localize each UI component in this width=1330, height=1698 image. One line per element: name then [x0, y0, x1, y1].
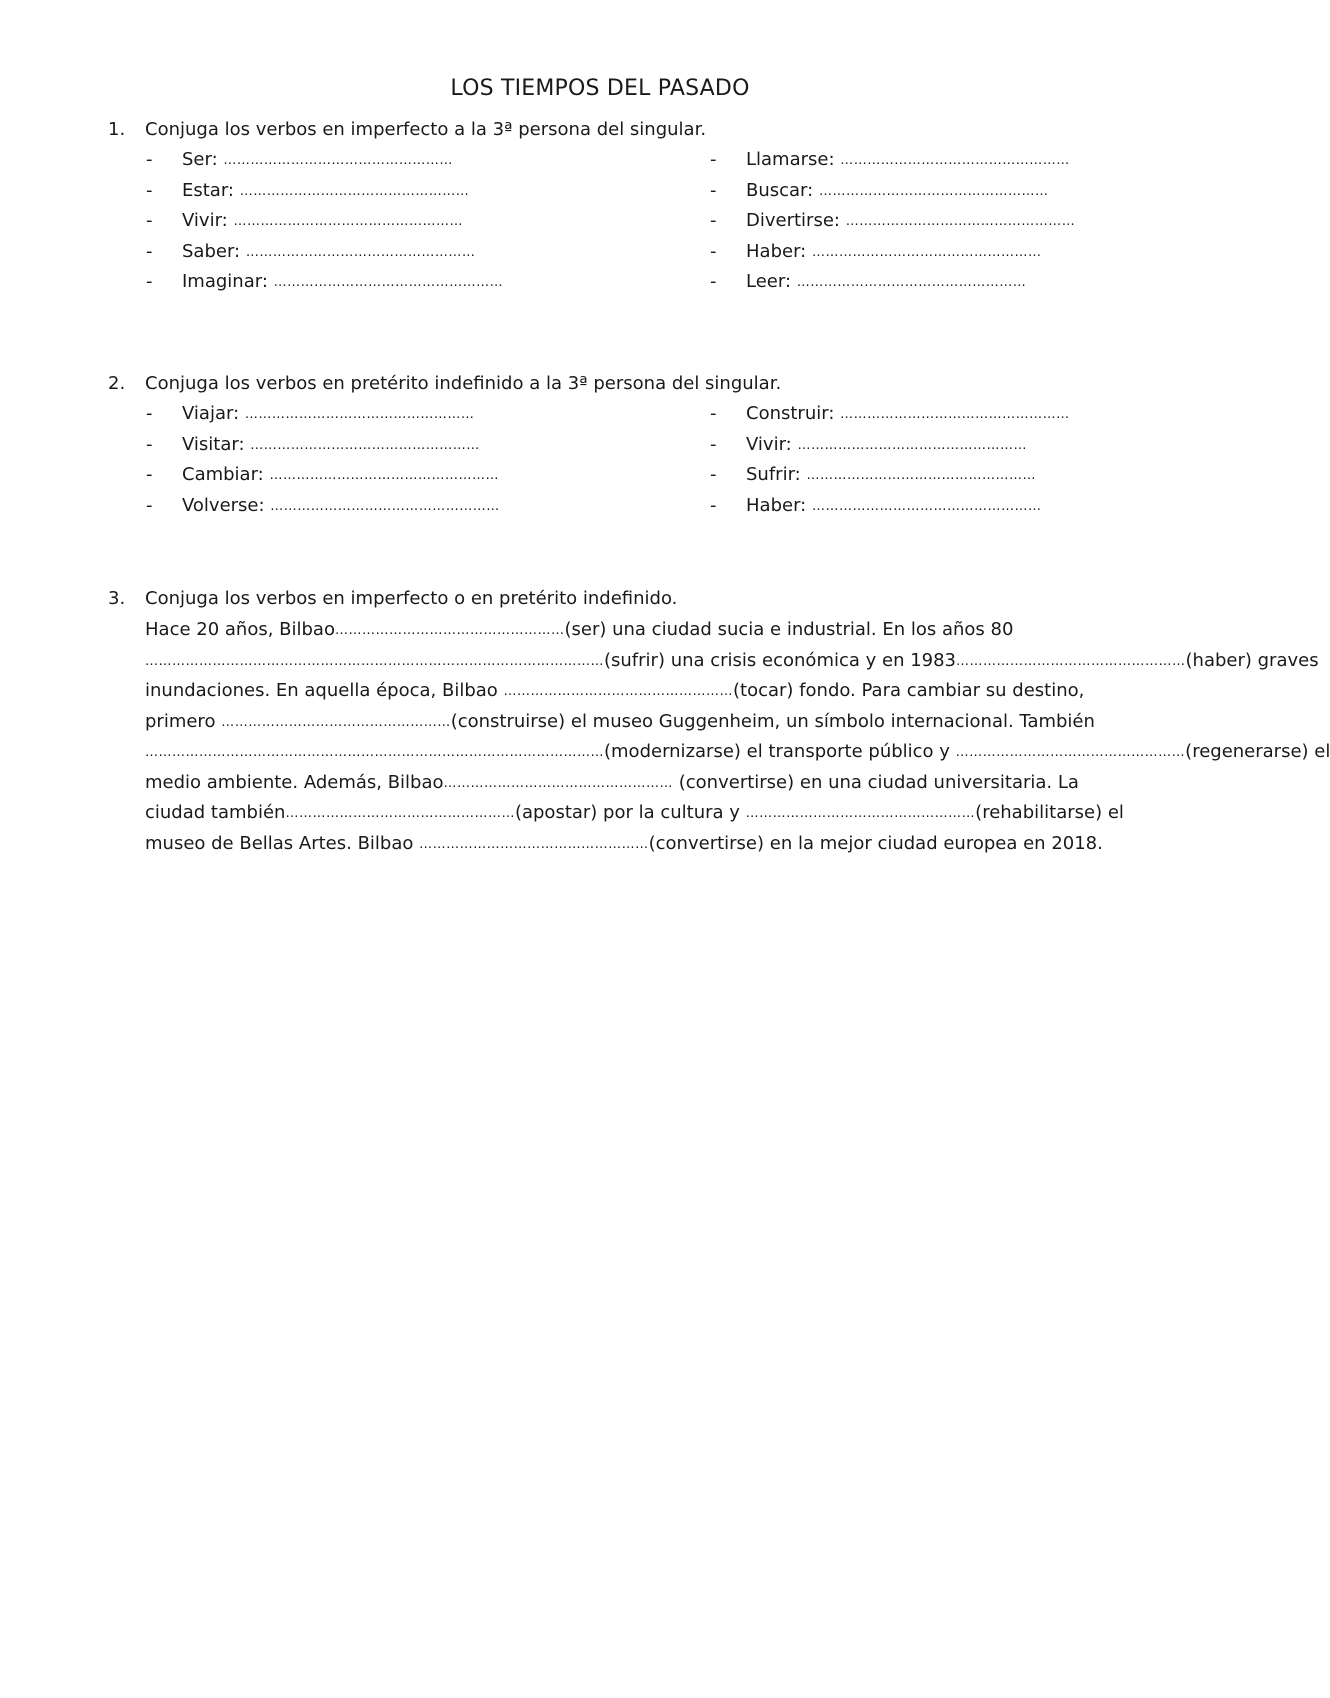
answer-blank[interactable]: ……………………………………………: [244, 407, 475, 422]
paragraph-line: [145, 707, 1125, 738]
answer-blank[interactable]: ……………………………………………: [956, 653, 1186, 669]
answer-blank[interactable]: ……………………………………………: [273, 275, 504, 290]
answer-blank[interactable]: ……………………………………………: [334, 623, 565, 638]
verb-row: [0, 460, 1200, 491]
exercise-number: 3.: [108, 588, 126, 609]
paragraph-line: [145, 615, 1125, 646]
verb-label: [746, 267, 1026, 299]
paragraph-line: [145, 768, 1125, 799]
list-dash: -: [710, 494, 717, 516]
list-dash: -: [146, 464, 153, 485]
answer-blank[interactable]: ……………………………………………: [145, 653, 375, 669]
list-dash: -: [710, 403, 717, 424]
list-dash: -: [710, 179, 717, 201]
verb-row: [0, 237, 1200, 268]
verb-name: Viajar:: [182, 403, 245, 424]
verb-label: [746, 460, 1036, 492]
answer-blank[interactable]: ……………………………………………: [811, 244, 1042, 260]
answer-blank[interactable]: ……………………………………………: [955, 745, 1186, 760]
paragraph-text: (sufrir) una crisis económica y en 1983: [604, 649, 957, 671]
paragraph-line: [145, 829, 1125, 860]
answer-blank[interactable]: ……………………………………………: [245, 244, 476, 260]
list-dash: -: [146, 433, 153, 455]
paragraph-line: [145, 798, 1125, 829]
answer-blank[interactable]: ……………………………………………: [745, 806, 976, 821]
answer-blank[interactable]: ……………………………………………: [374, 745, 604, 760]
verb-name: Leer:: [746, 271, 797, 292]
verb-label: [182, 206, 463, 238]
paragraph-text: museo de Bellas Artes. Bilbao: [145, 832, 420, 854]
verb-label: [182, 460, 499, 492]
answer-blank[interactable]: ……………………………………………: [250, 437, 480, 453]
answer-blank[interactable]: ……………………………………………: [419, 836, 649, 852]
list-dash: -: [146, 179, 153, 201]
paragraph-text: (convertirse) en la mejor ciudad europea en 2018.: [648, 832, 1103, 854]
verb-name: Visitar:: [182, 433, 251, 455]
answer-blank[interactable]: ……………………………………………: [145, 745, 375, 760]
verb-name: Ser:: [182, 149, 224, 170]
answer-blank[interactable]: ……………………………………………: [239, 183, 470, 199]
list-dash: -: [710, 240, 717, 262]
paragraph-text: (apostar) por la cultura y: [514, 802, 746, 823]
verb-row: [0, 176, 1200, 207]
fill-in-paragraph: [145, 615, 1330, 859]
verb-label: [746, 430, 1027, 462]
verb-label: [746, 237, 1041, 269]
verb-row: [0, 206, 1200, 237]
verb-row: [0, 491, 1200, 522]
verb-label: [182, 491, 500, 523]
list-dash: -: [710, 210, 717, 231]
list-dash: -: [146, 240, 153, 262]
verb-name: Estar:: [182, 179, 240, 201]
list-dash: -: [146, 403, 153, 424]
verb-label: [182, 399, 474, 431]
exercise-2: [0, 369, 1200, 521]
verb-name: Saber:: [182, 240, 246, 262]
answer-blank[interactable]: ……………………………………………: [806, 468, 1036, 483]
exercise-number: 1.: [108, 119, 126, 140]
answer-blank[interactable]: ……………………………………………: [811, 498, 1042, 514]
verb-row: [0, 399, 1200, 430]
exercise-instruction: Conjuga los verbos en pretérito indefinido a la 3ª persona del singular.: [145, 373, 782, 394]
paragraph-text: (haber) graves: [1185, 649, 1319, 671]
verb-name: Divertirse:: [746, 210, 846, 231]
verb-label: [746, 491, 1041, 523]
paragraph-text: inundaciones. En aquella época, Bilbao: [145, 680, 504, 701]
verb-name: Imaginar:: [182, 271, 274, 292]
verb-label: [182, 176, 469, 208]
verb-name: Construir:: [746, 403, 841, 424]
answer-blank[interactable]: ……………………………………………: [796, 275, 1027, 290]
verb-name: Buscar:: [746, 179, 819, 201]
list-dash: -: [146, 271, 153, 292]
answer-blank[interactable]: ……………………………………………: [818, 183, 1049, 199]
verb-label: [746, 145, 1070, 177]
paragraph-text: (ser) una ciudad sucia e industrial. En los años 80: [564, 619, 1014, 640]
answer-blank[interactable]: ……………………………………………: [840, 407, 1070, 422]
paragraph-text: (construirse) el museo Guggenheim, un símbolo internacional. También: [450, 710, 1095, 732]
exercise-1-header: [0, 115, 1200, 145]
verb-row: [0, 430, 1200, 461]
answer-blank[interactable]: ……………………………………………: [845, 214, 1076, 229]
list-dash: -: [710, 464, 717, 485]
verb-name: Sufrir:: [746, 464, 807, 485]
verb-label: [182, 430, 480, 462]
paragraph-line: [145, 646, 1319, 677]
verb-name: Vivir:: [746, 433, 798, 455]
answer-blank[interactable]: ……………………………………………: [374, 653, 604, 669]
verb-row: [0, 267, 1200, 298]
verb-row: [0, 145, 1200, 176]
list-dash: -: [710, 271, 717, 292]
verb-list: [0, 145, 1200, 298]
answer-blank[interactable]: ……………………………………………: [797, 437, 1027, 453]
verb-label: [746, 399, 1070, 431]
answer-blank[interactable]: ……………………………………………: [223, 153, 453, 168]
paragraph-text: ciudad también: [145, 802, 286, 823]
exercise-instruction: Conjuga los verbos en imperfecto a la 3ª persona del singular.: [145, 119, 707, 140]
answer-blank[interactable]: ……………………………………………: [269, 468, 499, 483]
verb-label: [746, 176, 1048, 208]
verb-name: Llamarse:: [746, 149, 841, 170]
paragraph-line: [145, 676, 1125, 707]
verb-name: Volverse:: [182, 494, 271, 516]
answer-blank[interactable]: ……………………………………………: [285, 806, 515, 821]
paragraph-line: [145, 737, 1330, 768]
verb-label: [182, 237, 475, 269]
paragraph-text: medio ambiente. Además, Bilbao: [145, 771, 444, 793]
paragraph-text: primero: [145, 710, 222, 732]
list-dash: -: [146, 149, 153, 170]
verb-name: Vivir:: [182, 210, 234, 231]
list-dash: -: [710, 149, 717, 170]
answer-blank[interactable]: ……………………………………………: [221, 714, 451, 730]
exercise-3: [0, 584, 1200, 614]
answer-blank[interactable]: ……………………………………………: [443, 775, 674, 791]
worksheet-title: LOS TIEMPOS DEL PASADO: [450, 76, 750, 101]
exercise-number: 2.: [108, 373, 126, 394]
paragraph-text: (modernizarse) el transporte público y: [604, 741, 956, 762]
verb-list: [0, 399, 1200, 521]
answer-blank[interactable]: ……………………………………………: [840, 153, 1070, 168]
verb-name: Haber:: [746, 494, 812, 516]
paragraph-text: (regenerarse) el: [1185, 741, 1330, 762]
answer-blank[interactable]: ……………………………………………: [233, 214, 463, 229]
verb-label: [182, 145, 453, 177]
list-dash: -: [146, 210, 153, 231]
exercise-3-header: [0, 584, 1200, 614]
verb-name: Cambiar:: [182, 464, 270, 485]
exercise-1: [0, 115, 1200, 298]
paragraph-text: (convertirse) en una ciudad universitaria. La: [673, 771, 1079, 793]
exercise-2-header: [0, 369, 1200, 399]
list-dash: -: [146, 494, 153, 516]
verb-name: Haber:: [746, 240, 812, 262]
answer-blank[interactable]: ……………………………………………: [503, 684, 734, 699]
paragraph-text: (tocar) fondo. Para cambiar su destino,: [733, 680, 1085, 701]
answer-blank[interactable]: ……………………………………………: [270, 498, 500, 514]
verb-label: [746, 206, 1075, 238]
verb-label: [182, 267, 503, 299]
paragraph-text: (rehabilitarse) el: [975, 802, 1124, 823]
paragraph-text: Hace 20 años, Bilbao: [145, 619, 335, 640]
list-dash: -: [710, 433, 717, 455]
exercise-instruction: Conjuga los verbos en imperfecto o en pretérito indefinido.: [145, 588, 678, 609]
